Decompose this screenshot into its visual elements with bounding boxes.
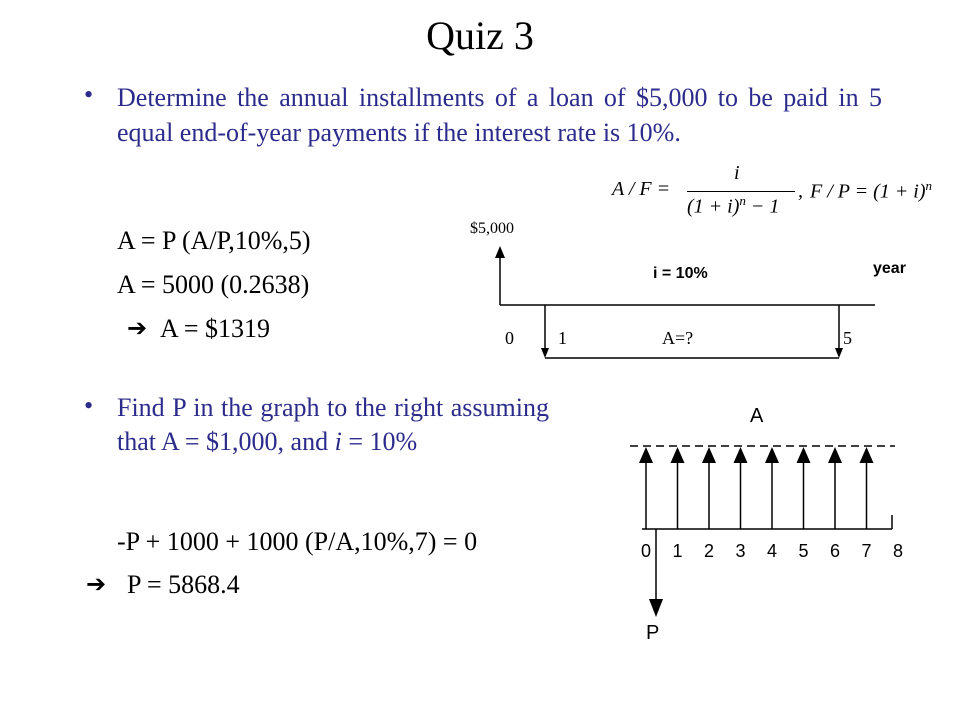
payment-arrow-head (828, 447, 842, 463)
formula-fp-base: F / P = (1 + i) (810, 180, 926, 203)
period-label: 3 (735, 541, 746, 561)
work-line-3: A = $1319 (160, 314, 271, 343)
tick-1: 1 (558, 328, 567, 348)
bullet-2: • (84, 391, 94, 420)
payment-arrow-start-head (541, 348, 549, 358)
present-value-label: P (646, 622, 660, 644)
formula-numerator: i (734, 162, 740, 184)
payment-arrow-head (702, 447, 716, 463)
tick-5: 5 (843, 328, 852, 348)
arrow-icon: ➔ (86, 570, 107, 598)
payment-arrow-head (765, 447, 779, 463)
period-label: 6 (829, 541, 841, 561)
annuity-cash-flow-diagram (610, 405, 910, 650)
interest-rate-label: i = 10% (653, 265, 708, 282)
payment-arrows (639, 447, 874, 529)
period-label: 7 (861, 541, 872, 561)
formula-den-base: (1 + i) (687, 195, 740, 218)
formula-fp (810, 178, 932, 204)
payment-label: A=? (662, 328, 694, 348)
payment-arrow-head (797, 447, 811, 463)
payment-arrow-0-head (639, 447, 653, 463)
work-line-2: A = 5000 (0.2638) (117, 270, 310, 299)
period-label: 0 (640, 541, 652, 561)
period-label: 2 (703, 541, 715, 561)
year-axis-label: year (873, 260, 906, 277)
formula-den-exp: n (739, 193, 746, 208)
question-2-italic-i: i (334, 427, 342, 456)
period-label: 8 (892, 541, 904, 561)
loan-arrow-head (495, 246, 505, 258)
payment-arrow-head (860, 447, 874, 463)
formula-den-minus: − 1 (745, 195, 780, 218)
work-line-1: A = P (A/P,10%,5) (117, 226, 311, 255)
equation-line: -P + 1000 + 1000 (P/A,10%,7) = 0 (117, 527, 478, 556)
payment-arrow-head (734, 447, 748, 463)
present-value-arrow-head (649, 599, 663, 617)
question-2-text-end: = 10% (341, 427, 418, 456)
question-1-text: Determine the annual installments of a loan of $5,000 to be paid in 5 equal end-of-year payments if the interest rate is 10%. (117, 83, 882, 147)
question-2-text (117, 391, 549, 459)
formula-fp-exp: n (925, 178, 932, 193)
period-label: 1 (672, 541, 683, 561)
period-label: 5 (798, 541, 809, 561)
bullet-1: • (84, 80, 94, 109)
question-2-text-main: Find P in the graph to the right assuming that A = $1,000, and (117, 393, 549, 456)
formula-af-left: A / F = (612, 178, 671, 200)
formula-fraction-bar (687, 191, 795, 192)
loan-cash-flow-diagram (480, 240, 910, 380)
arrow-icon: ➔ (127, 314, 148, 342)
annuity-label: A (750, 405, 764, 427)
loan-amount-label: $5,000 (470, 220, 514, 237)
formula-denominator (687, 193, 779, 219)
payment-arrow-end-head (835, 348, 843, 358)
slide-title: Quiz 3 (426, 13, 534, 58)
formula-comma: , (798, 180, 803, 202)
tick-0: 0 (505, 328, 514, 348)
answer-line: P = 5868.4 (127, 570, 240, 599)
payment-arrow-head (671, 447, 685, 463)
period-labels (641, 541, 903, 561)
period-label: 4 (766, 541, 778, 561)
